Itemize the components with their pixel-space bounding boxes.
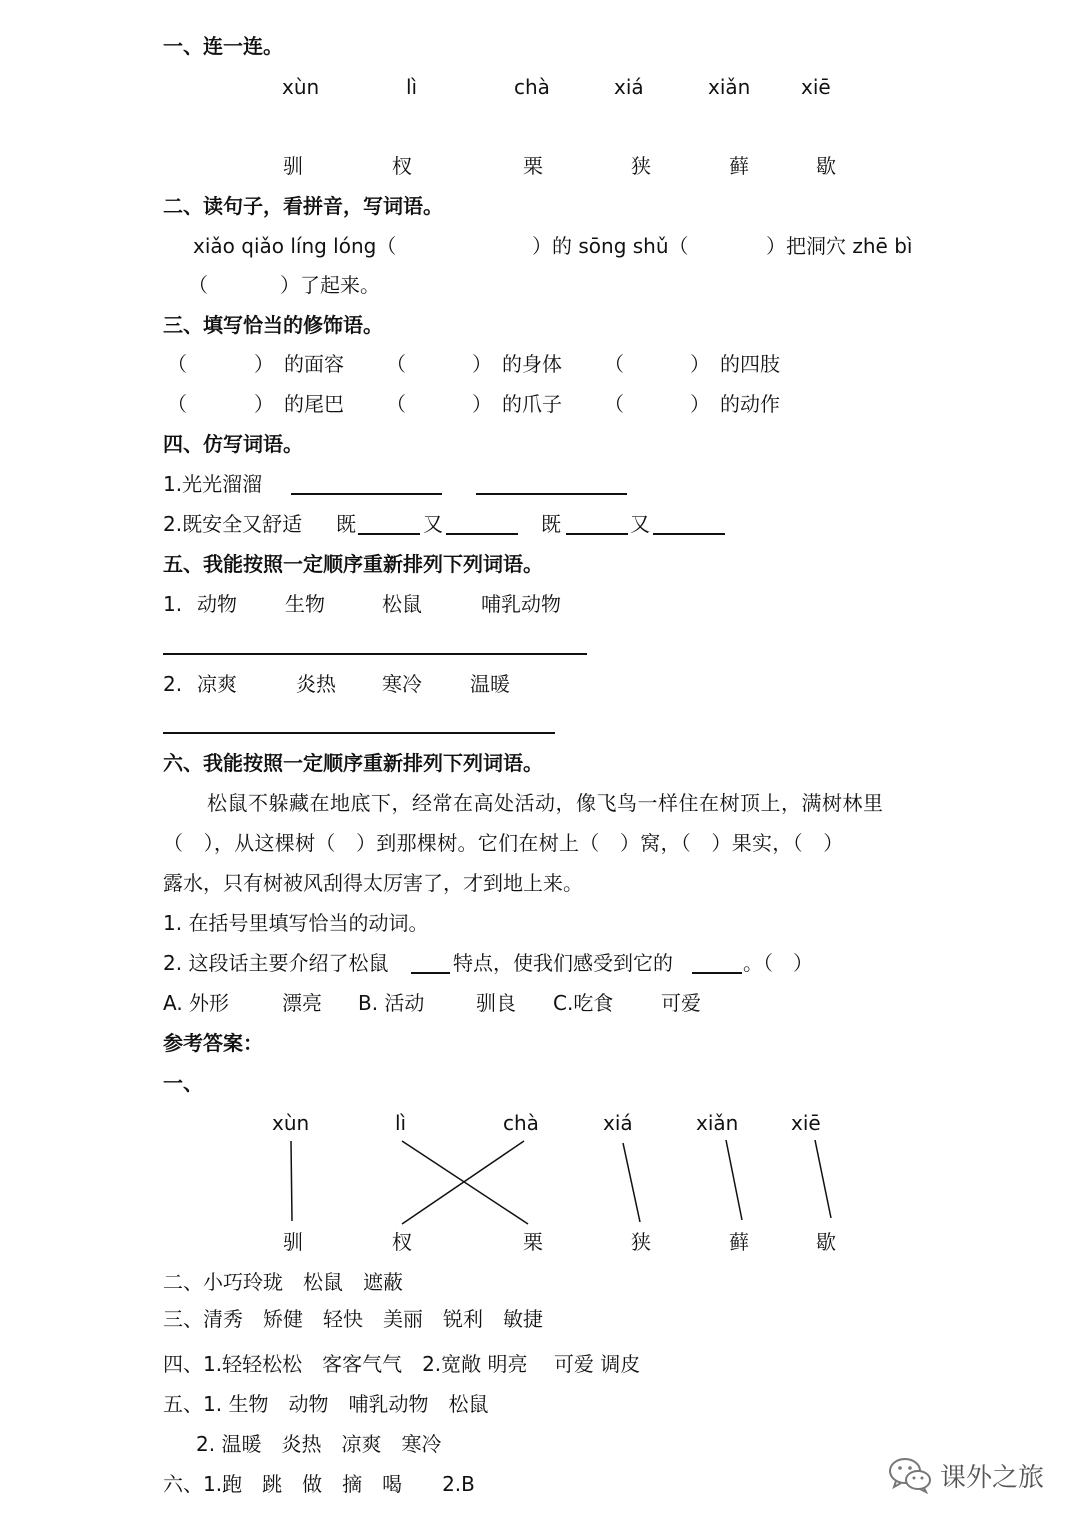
word: 生物	[285, 592, 325, 616]
paren-open: （	[604, 392, 624, 416]
paren-open: （	[167, 392, 187, 416]
section4-title: 四、仿写词语。	[163, 432, 303, 456]
section6-q1: 1. 在括号里填写恰当的动词。	[163, 911, 429, 935]
match-line	[291, 1141, 292, 1221]
pinyin-li: lì	[395, 1111, 407, 1135]
paren-open: （	[386, 352, 406, 376]
char-xian: 藓	[729, 1230, 749, 1254]
answers-title: 参考答案：	[163, 1031, 263, 1055]
option: C.吃食	[553, 991, 614, 1015]
char-xun: 驯	[283, 154, 303, 178]
word: 哺乳动物	[481, 592, 561, 616]
modifier-body: 的身体	[502, 352, 562, 376]
section6-q2-c: 。（ ）	[743, 951, 813, 975]
char-xia: 狭	[631, 1230, 651, 1254]
char-li: 栗	[523, 154, 543, 178]
paren-close: ）	[254, 392, 274, 416]
pinyin-cha: chà	[503, 1111, 539, 1135]
word: 炎热	[296, 672, 336, 696]
paren-close: ）	[472, 392, 492, 416]
option: B. 活动	[358, 991, 425, 1015]
section5-title: 五、我能按照一定顺序重新排列下列词语。	[163, 552, 543, 576]
passage-line: 露水，只有树被风刮得太厉害了，才到地上来。	[163, 871, 583, 895]
paren-close: ）	[254, 352, 274, 376]
passage-line: （ ），从这棵树（ ）到那棵树。它们在树上（ ）窝，（ ）果实，（ ）	[163, 831, 844, 855]
section6-q2-a: 2. 这段话主要介绍了松鼠	[163, 951, 389, 975]
pinyin-xie: xiē	[801, 75, 831, 99]
section4-you: 又	[630, 512, 650, 536]
section3-title: 三、填写恰当的修饰语。	[163, 313, 383, 337]
char-cha-branch: 杈	[392, 154, 412, 178]
option: 可爱	[661, 991, 701, 1015]
paren-close: ）	[690, 392, 710, 416]
char-xie: 歇	[816, 154, 836, 178]
section2-line1-part2: ）的 sōng shǔ（	[532, 234, 689, 258]
answer5-1: 五、1. 生物 动物 哺乳动物 松鼠	[163, 1392, 489, 1416]
paren-close: ）	[472, 352, 492, 376]
option: A. 外形	[163, 991, 230, 1015]
answer6: 六、1.跑 跳 做 摘 喝 2.B	[163, 1472, 475, 1496]
answer2: 二、小巧玲珑 松鼠 遮蔽	[163, 1270, 403, 1294]
char-xie: 歇	[816, 1230, 836, 1254]
section5-item2-num: 2.	[163, 672, 183, 696]
watermark-text: 课外之旅	[940, 1462, 1045, 1493]
section2-title: 二、读句子，看拼音，写词语。	[163, 194, 443, 218]
wechat-icon	[888, 1456, 932, 1494]
section4-you: 又	[423, 512, 443, 536]
option: 驯良	[476, 991, 516, 1015]
modifier-claws: 的爪子	[502, 392, 562, 416]
word: 动物	[197, 592, 237, 616]
modifier-limbs: 的四肢	[720, 352, 780, 376]
section4-item1: 1.光光溜溜	[163, 472, 263, 496]
word: 凉爽	[197, 672, 237, 696]
pinyin-xian: xiǎn	[708, 75, 751, 99]
section2-line2-part2: ）了起来。	[280, 273, 380, 297]
pinyin-xia: xiá	[603, 1111, 633, 1135]
char-cha-branch: 杈	[392, 1230, 412, 1254]
paren-open: （	[604, 352, 624, 376]
section5-item1-num: 1.	[163, 592, 183, 616]
section4-ji: 既	[541, 512, 561, 536]
pinyin-li: lì	[406, 75, 418, 99]
section1-title: 一、连一连。	[163, 34, 283, 58]
word: 寒冷	[382, 672, 422, 696]
pinyin-xian: xiǎn	[696, 1111, 739, 1135]
paren-close: ）	[690, 352, 710, 376]
section2-line2-part1: （	[188, 273, 208, 297]
section2-line1-part1: xiǎo qiǎo líng lóng（	[193, 234, 397, 258]
section6-q2-b: 特点，使我们感受到它的	[453, 951, 673, 975]
paren-open: （	[167, 352, 187, 376]
section4-ji: 既	[336, 512, 356, 536]
match-line	[726, 1140, 742, 1220]
word: 温暖	[470, 672, 510, 696]
modifier-motion: 的动作	[720, 392, 780, 416]
watermark	[888, 1456, 1044, 1494]
modifier-tail: 的尾巴	[284, 392, 344, 416]
section2-line1-part3: ）把洞穴 zhē bì	[766, 234, 913, 258]
section4-item2: 2.既安全又舒适	[163, 512, 303, 536]
match-line	[815, 1140, 831, 1218]
char-xia: 狭	[631, 154, 651, 178]
answer1-label: 一、	[163, 1071, 203, 1095]
pinyin-xun: xùn	[282, 75, 320, 99]
match-line	[623, 1143, 640, 1222]
pinyin-cha: chà	[514, 75, 550, 99]
passage-line: 松鼠不躲藏在地底下，经常在高处活动，像飞鸟一样住在树顶上，满树林里	[207, 791, 884, 815]
char-xian: 藓	[729, 154, 749, 178]
char-li: 栗	[523, 1230, 543, 1254]
word: 松鼠	[382, 592, 422, 616]
pinyin-xie: xiē	[791, 1111, 821, 1135]
pinyin-xun: xùn	[272, 1111, 310, 1135]
option: 漂亮	[282, 991, 322, 1015]
answer5-2: 2. 温暖 炎热 凉爽 寒冷	[196, 1432, 442, 1456]
pinyin-xia: xiá	[614, 75, 644, 99]
modifier-face: 的面容	[284, 352, 344, 376]
answer3: 三、清秀 矫健 轻快 美丽 锐利 敏捷	[163, 1307, 543, 1331]
section6-title: 六、我能按照一定顺序重新排列下列词语。	[163, 751, 543, 775]
answer4: 四、1.轻轻松松 客客气气 2.宽敞 明亮 可爱 调皮	[163, 1352, 641, 1376]
paren-open: （	[386, 392, 406, 416]
char-xun: 驯	[283, 1230, 303, 1254]
